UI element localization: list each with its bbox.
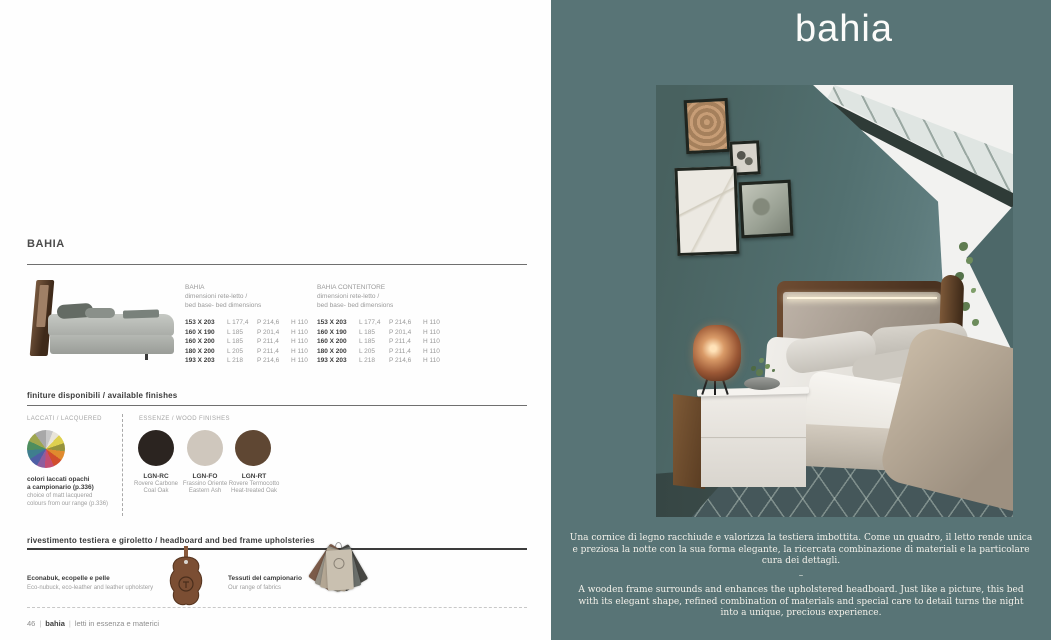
table-title: BAHIA CONTENITORE — [317, 284, 386, 291]
wall-art-frame-3 — [674, 166, 739, 256]
collection-tagline: letti in essenza e materici — [74, 619, 160, 628]
fabric-upholstery-text: Tessuti del campionario Our range of fabrics — [228, 575, 302, 591]
table-lamp — [693, 325, 741, 381]
table-row: 160 X 200 L 185 P 211,4 H 110 — [317, 338, 440, 346]
table-title: BAHIA — [185, 284, 205, 291]
nightstand — [673, 391, 806, 487]
table-row: 160 X 200 L 185 P 211,4 H 110 — [185, 338, 308, 346]
caption-divider: – — [798, 570, 804, 581]
lacquered-label: LACCATI / LACQUERED — [27, 416, 102, 422]
fabric-swatches-icon — [306, 542, 372, 612]
dimension-table-storage: BAHIA CONTENITORE dimensioni rete-letto / bed base- bed dimensions 153 X 203 L 177,4 P 214,6 H 110 160 X 190 L 185 P 201,4 H 110 160 X 200 L 185 P 211,4 H 110 180 X 200 L 205 P 211,4 H 110 193 X 203 L 218 P 214,6 H 110 — [317, 283, 447, 366]
right-photo-page — [551, 0, 1051, 640]
product-heading: BAHIA — [27, 238, 65, 250]
wood-swatch-label: LGN-RT Rovere Termocotto Heat-treated Oak — [228, 473, 280, 494]
wall-art-frame-1 — [684, 98, 731, 154]
table-row: 160 X 190 L 185 P 201,4 H 110 — [317, 328, 440, 336]
wood-swatch-heat-treated-oak — [235, 430, 271, 466]
table-row: 180 X 200 L 205 P 211,4 H 110 — [185, 347, 308, 355]
leather-upholstery-text: Econabuk, ecopelle e pelle Eco-nubuck, eco-leather and leather upholstery — [27, 575, 154, 591]
bed-side-view-image — [25, 278, 177, 364]
wood-swatch-eastern-ash — [187, 430, 223, 466]
wood-swatch-coal-oak — [138, 430, 174, 466]
wood-swatch-label: LGN-RC Rovere Carbone Coal Oak — [133, 473, 179, 494]
lacquered-description: colori laccati opachi a campionario (p.336) choice of matt lacquered colours from our range (p.336) — [27, 476, 109, 507]
dashed-vertical-divider — [122, 414, 123, 516]
nightstand-drawers — [701, 393, 806, 487]
upholstery-section-heading: rivestimento testiera e giroletto / headboard and bed frame upholsteries — [27, 536, 315, 545]
divider-line-heavy — [27, 548, 527, 550]
page-footer: 46 | bahia | letti in essenza e materici — [27, 619, 160, 628]
page-title: bahia — [795, 8, 893, 50]
table-row: 153 X 203 L 177,4 P 214,6 H 110 — [317, 319, 440, 326]
headboard-led-light — [787, 297, 937, 299]
table-row: 160 X 190 L 185 P 201,4 H 110 — [185, 328, 308, 336]
lamp-stand — [714, 379, 716, 395]
small-plant — [756, 369, 776, 385]
table-row: 193 X 203 L 218 P 214,6 H 110 — [185, 357, 308, 365]
caption-english: A wooden frame surrounds and enhances the upholstered headboard. Just like a picture, this bed with its elegant shape, refined combination of materials and special care to detail turns the night into a unique, precious experience. — [578, 585, 1024, 618]
caption-italian: Una cornice di legno racchiude e valorizza la testiera imbottita. Come un quadro, il letto rende unica e preziosa la notte con la sua forma elegante, la ricercata combinazione di materiali e la particolare cura dei dettagli. — [569, 533, 1033, 566]
page-number: 46 — [27, 619, 36, 628]
wall-art-frame-4 — [739, 180, 794, 239]
wood-finishes-label: ESSENZE / WOOD FINISHES — [139, 416, 230, 422]
bedroom-photo — [656, 85, 1013, 517]
table-row: 153 X 203 L 177,4 P 214,6 H 110 — [185, 319, 308, 326]
photo-caption — [569, 533, 1033, 620]
divider-line — [27, 405, 527, 406]
table-row: 193 X 203 L 218 P 214,6 H 110 — [317, 357, 440, 365]
dimension-table-standard: BAHIA dimensioni rete-letto / bed base- bed dimensions 153 X 203 L 177,4 P 214,6 H 110 160 X 190 L 185 P 201,4 H 110 160 X 200 L 185 P 211,4 H 110 180 X 200 L 205 P 211,4 H 110 193 X 203 L 218 P 214,6 H 110 — [185, 283, 315, 366]
finishes-section-heading: finiture disponibili / available finishes — [27, 391, 178, 400]
table-row: 180 X 200 L 205 P 211,4 H 110 — [317, 347, 440, 355]
divider-line — [27, 264, 527, 265]
wood-swatch-label: LGN-FO Frassino Oriente Eastern Ash — [182, 473, 228, 494]
brand-name: bahia — [45, 619, 65, 628]
lacquer-color-wheel-swatch — [27, 430, 65, 468]
divider-line-dashed — [27, 607, 527, 608]
